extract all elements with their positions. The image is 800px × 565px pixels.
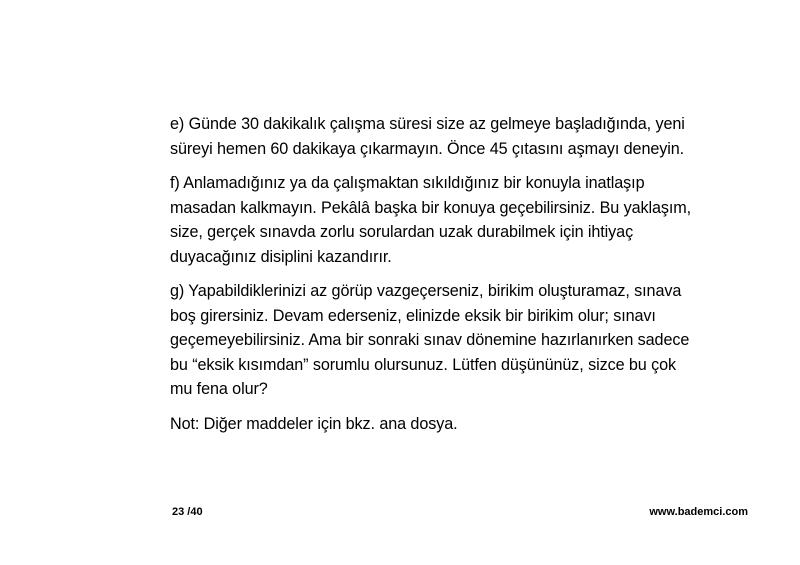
text-line: masadan kalkmayın. Pekâlâ başka bir konuya geçebilirsiniz. Bu yaklaşım, (170, 198, 692, 217)
text-line: boş girersiniz. Devam ederseniz, elinizde eksik bir birikim olur; sınavı (170, 306, 656, 325)
text-line: süreyi hemen 60 dakikaya çıkarmayın. Önce 45 çıtasını aşmayı deneyin. (170, 139, 685, 158)
text-line: e) Günde 30 dakikalık çalışma süresi size az gelmeye başladığında, yeni (170, 115, 685, 133)
website-link[interactable]: www.bademci.com (649, 506, 748, 518)
text-line: geçemeyebilirsiniz. Ama bir sonraki sınav dönemine hazırlanırken sadece (170, 331, 690, 349)
text-line: mu fena olur? (170, 380, 268, 398)
page-number: 23 /40 (172, 506, 203, 518)
paragraph-g (170, 279, 740, 402)
text-line: Not: Diğer maddeler için bkz. ana dosya. (170, 414, 458, 433)
text-line: g) Yapabildiklerinizi az görüp vazgeçerseniz, birikim oluşturamaz, sınava (170, 282, 682, 300)
text-line: size, gerçek sınavda zorlu sorulardan uzak durabilmek için ihtiyaç (170, 223, 634, 241)
paragraph-note (170, 412, 740, 437)
text-line: bu “eksik kısımdan” sorumlu olursunuz. Lütfen düşününüz, sizce bu çok (170, 355, 676, 374)
paragraph-f (170, 171, 740, 269)
paragraph-e (170, 112, 740, 161)
text-line: duyacağınız disiplini kazandırır. (170, 247, 392, 266)
document-body (170, 112, 740, 446)
text-line: f) Anlamadığınız ya da çalışmaktan sıkıldığınız bir konuyla inatlaşıp (170, 174, 645, 192)
